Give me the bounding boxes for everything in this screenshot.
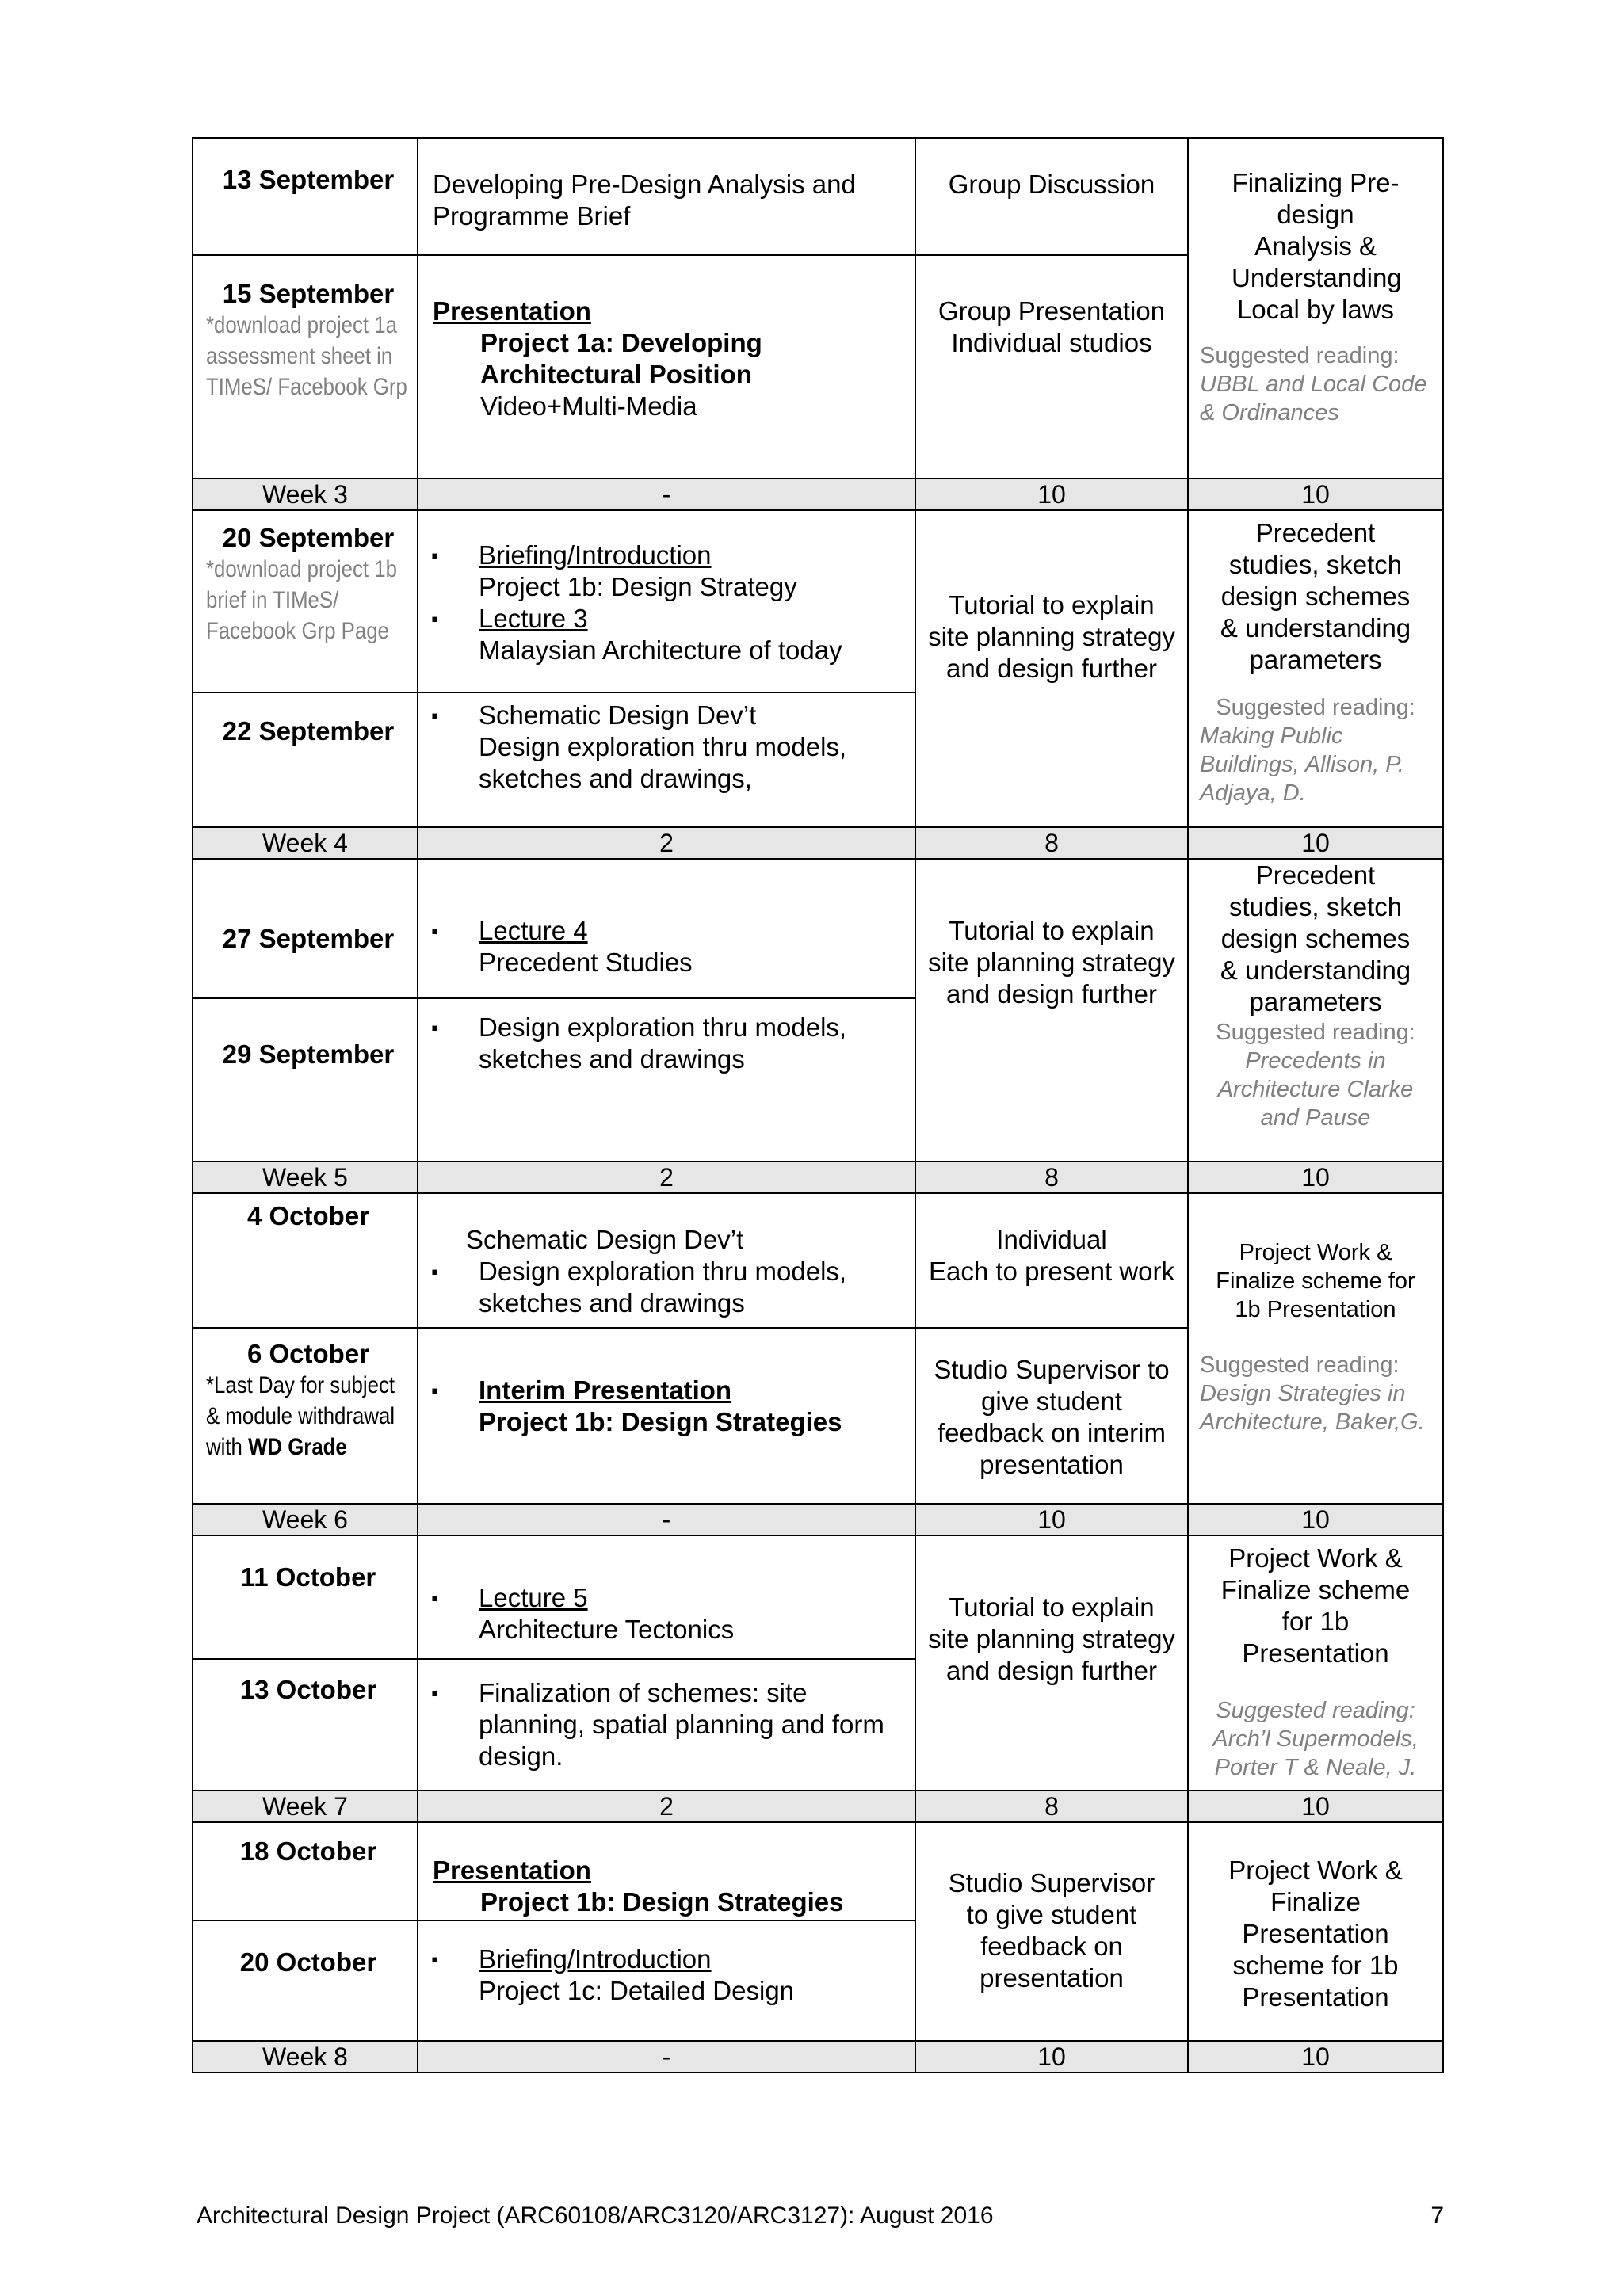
reading-text: UBBL and Local Code & Ordinances [1200, 372, 1427, 425]
reading-label: Suggested reading: [1216, 1020, 1415, 1045]
list-item-sub: Project 1c: Detailed Design [479, 1976, 795, 2005]
week-value: 10 [915, 479, 1188, 510]
mode-text: Tutorial to explain site planning strategy and design further [928, 1592, 1175, 1685]
list-item-title: Design exploration thru models, sketches and drawings [479, 1013, 847, 1074]
week-row [193, 2041, 1443, 2073]
table-row [193, 510, 1443, 692]
date-label: 22 September [222, 716, 395, 746]
date-note: *Last Day for subject & module withdrawal with WD Grade [206, 1372, 395, 1460]
date-label: 6 October [246, 1339, 370, 1368]
mode-text: Group Discussion [948, 170, 1155, 199]
outcome-text: Finalizing Pre-design Analysis & Understanding Local by laws [1232, 168, 1402, 324]
bullet-icon: ▪ [431, 1379, 439, 1402]
project-title: Project 1a: Developing Architectural Position [480, 328, 762, 389]
list-item-sub: Design exploration thru models, sketches and drawings, [479, 732, 847, 793]
schedule-table [192, 137, 1444, 2073]
outcome-text: Project Work & Finalize scheme for 1b Presentation [1220, 1543, 1411, 1668]
project-title: Project 1b: Design Strategies [480, 1887, 844, 1917]
bullet-icon: ▪ [431, 1947, 439, 1971]
reading-label: Suggested reading: [1216, 1698, 1415, 1723]
list-item-title: Interim Presentation [479, 1375, 732, 1405]
bullet-icon: ▪ [431, 1260, 439, 1283]
date-label: 15 September [222, 279, 395, 308]
reading-text: Arch’l Supermodels, Porter T & Neale, J. [1212, 1726, 1419, 1780]
table-row [193, 1193, 1443, 1328]
week-value: 8 [915, 1161, 1188, 1193]
activity-text: Schematic Design Dev’t [466, 1225, 744, 1254]
outcome-text: Precedent studies, sketch design schemes & understanding parameters [1220, 860, 1411, 1016]
week-value: 10 [1188, 1504, 1443, 1535]
bullet-icon: ▪ [431, 704, 439, 727]
bullet-icon: ▪ [431, 1016, 439, 1039]
week-label: Week 5 [193, 1161, 418, 1193]
week-value: 10 [915, 1504, 1188, 1535]
week-value: 2 [418, 1791, 915, 1822]
list-item-sub: Project 1b: Design Strategies [479, 1407, 842, 1436]
week-value: 10 [1188, 479, 1443, 510]
table-row [193, 1822, 1443, 1920]
outcome-text: Precedent studies, sketch design schemes & understanding parameters [1220, 518, 1411, 674]
bullet-icon: ▪ [431, 607, 439, 631]
week-row [193, 479, 1443, 510]
list-item-sub: Architecture Tectonics [479, 1615, 735, 1644]
footer-title: Architectural Design Project (ARC60108/ARC3120/ARC3127): August 2016 [197, 2203, 994, 2229]
list-item-sub: Precedent Studies [479, 948, 693, 977]
week-value: 10 [1188, 827, 1443, 859]
mode-text: Group Presentation [938, 296, 1166, 326]
mode-text: Individual studios [951, 328, 1152, 357]
bullet-icon: ▪ [431, 1681, 439, 1705]
bullet-icon: ▪ [431, 543, 439, 567]
date-note: *download project 1b brief in TIMeS/ Facebook Grp Page [206, 556, 397, 644]
week-value: 2 [418, 827, 915, 859]
mode-text: Each to present work [929, 1257, 1174, 1286]
presentation-heading: Presentation [433, 296, 591, 326]
date-label: 13 October [239, 1675, 377, 1704]
week-row [193, 1791, 1443, 1822]
table-row [193, 138, 1443, 255]
week-label: Week 8 [193, 2041, 418, 2073]
reading-text: Precedents in Architecture Clarke and Pause [1217, 1048, 1414, 1131]
reading-label: Suggested reading: [1200, 343, 1400, 368]
mode-text: Tutorial to explain site planning strategy and design further [928, 916, 1175, 1009]
week-value: 8 [915, 1791, 1188, 1822]
reading-label: Suggested reading: [1200, 1352, 1400, 1378]
week-label: Week 3 [193, 479, 418, 510]
date-label: 18 October [239, 1836, 377, 1866]
list-item-title: Briefing/Introduction [479, 1944, 712, 1974]
mode-text: Studio Supervisor to give student feedback on presentation [948, 1868, 1155, 1993]
table-row [193, 1535, 1443, 1659]
date-label: 4 October [246, 1201, 370, 1230]
week-value: 10 [1188, 1161, 1443, 1193]
list-item-title: Design exploration thru models, sketches and drawings [479, 1257, 847, 1318]
week-value: 10 [915, 2041, 1188, 2073]
week-value: - [418, 2041, 915, 2073]
date-label: 11 October [240, 1562, 376, 1592]
list-item-title: Finalization of schemes: site planning, spatial planning and form design. [479, 1678, 884, 1771]
bullet-icon: ▪ [431, 919, 439, 943]
week-value: 2 [418, 1161, 915, 1193]
list-item-sub: Malaysian Architecture of today [479, 635, 842, 665]
page-footer [197, 2203, 1444, 2229]
date-note: *download project 1a assessment sheet in TIMeS/ Facebook Grp [206, 312, 407, 400]
week-value: 10 [1188, 1791, 1443, 1822]
week-value: - [418, 479, 915, 510]
list-item-title: Lecture 3 [479, 604, 588, 633]
date-label: 20 September [222, 523, 395, 552]
week-row [193, 827, 1443, 859]
week-label: Week 6 [193, 1504, 418, 1535]
outcome-text: Project Work & Finalize Presentation scheme for 1b Presentation [1228, 1855, 1403, 2012]
week-row [193, 1504, 1443, 1535]
date-label: 27 September [222, 924, 395, 953]
activity-text: Video+Multi-Media [480, 391, 697, 421]
mode-text: Tutorial to explain site planning strategy and design further [928, 590, 1175, 683]
list-item-title: Briefing/Introduction [479, 540, 712, 570]
presentation-heading: Presentation [433, 1855, 591, 1885]
bullet-icon: ▪ [431, 1586, 439, 1610]
reading-text: Design Strategies in Architecture, Baker,G. [1200, 1381, 1425, 1435]
page-number: 7 [1430, 2203, 1444, 2229]
week-row [193, 1161, 1443, 1193]
week-label: Week 7 [193, 1791, 418, 1822]
mode-text: Studio Supervisor to give student feedback on interim presentation [934, 1355, 1170, 1479]
week-value: 8 [915, 827, 1188, 859]
date-label: 29 September [222, 1039, 395, 1069]
activity-text: Developing Pre-Design Analysis and Programme Brief [433, 170, 856, 231]
list-item-title: Lecture 4 [479, 916, 588, 945]
mode-text: Individual [996, 1225, 1107, 1254]
date-label: 20 October [239, 1947, 377, 1977]
week-value: 10 [1188, 2041, 1443, 2073]
reading-label: Suggested reading: [1216, 695, 1415, 720]
week-value: - [418, 1504, 915, 1535]
outcome-text: Project Work & Finalize scheme for 1b Presentation [1216, 1240, 1415, 1322]
table-row [193, 859, 1443, 998]
list-item-title: Schematic Design Dev’t [479, 700, 757, 730]
reading-text: Making Public Buildings, Allison, P. Adjaya, D. [1200, 723, 1404, 806]
list-item-sub: Project 1b: Design Strategy [479, 572, 797, 601]
list-item-title: Lecture 5 [479, 1583, 588, 1612]
week-label: Week 4 [193, 827, 418, 859]
date-label: 13 September [222, 165, 395, 194]
